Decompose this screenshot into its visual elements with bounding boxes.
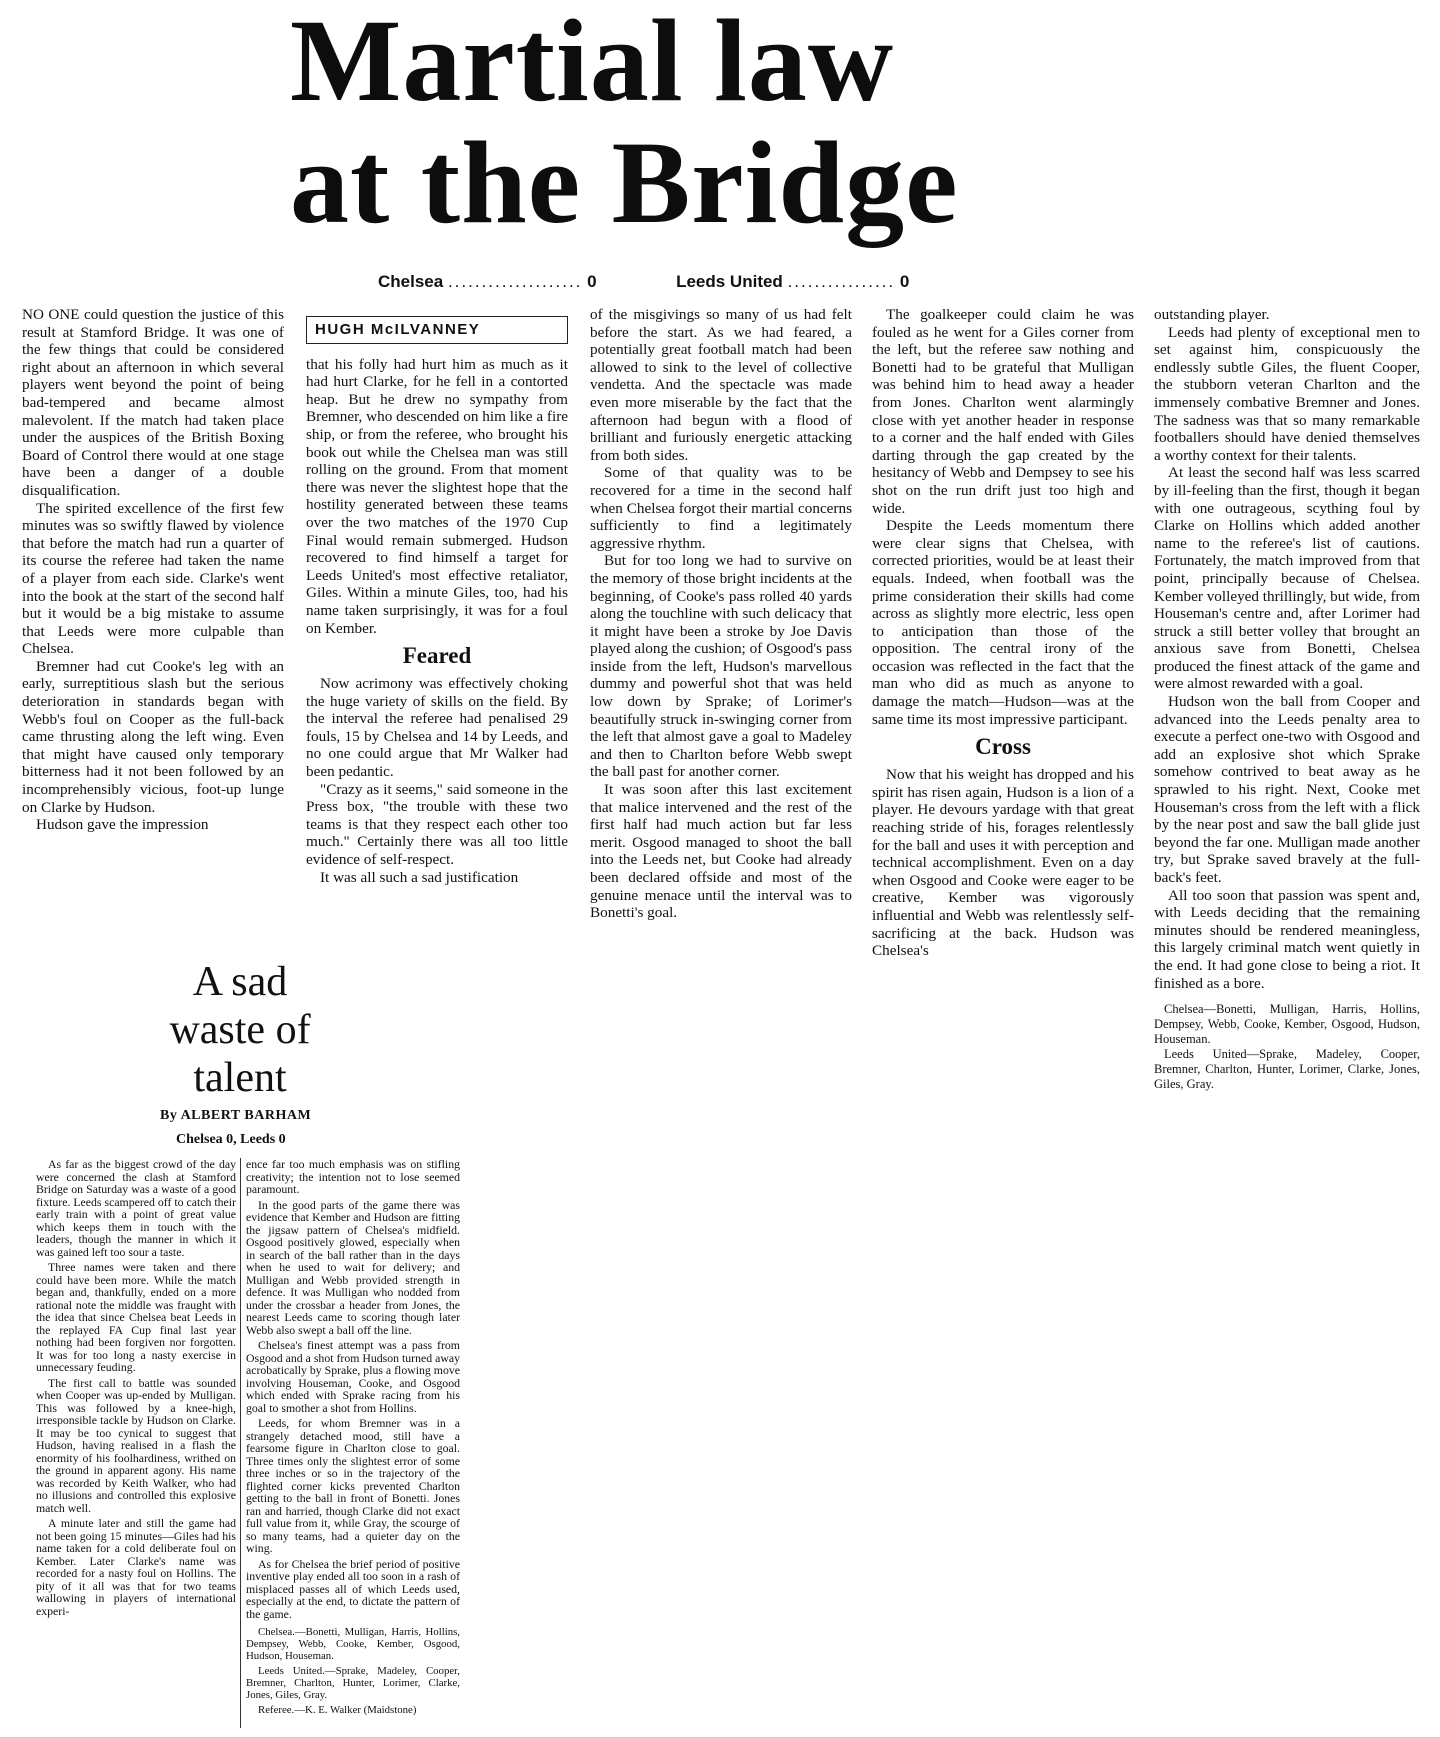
article2-headline-line: A sad (192, 959, 288, 1005)
paragraph: Three names were taken and there could have been more. While the match began and, thankfully, ended on a more rational note the middle was fraught with the idea that since Chelsea beat Leeds in the replayed FA Cup final last year nothing had been forgiven nor forgotten. It was for too long a nasty exercise in unnecessary feuding. (36, 1260, 236, 1374)
article2-score: Chelsea 0, Leeds 0 (176, 1132, 286, 1147)
paragraph: of the misgivings so many of us had felt before the start. As we had feared, a potentially great football match had been allowed to sink to the level of collective vendetta. And the spectacle was made even more miserable by the fact that the afternoon had begun with a flood of brilliant and furiously energetic attacking from both sides. (590, 306, 852, 464)
paragraph: Now acrimony was effectively choking the huge variety of skills on the field. By the interval the referee had penalised 29 fouls, 15 by Chelsea and 14 by Leeds, and no one could argue that Mr Walker had been pedantic. (306, 675, 568, 781)
lineup-chelsea: Chelsea—Bonetti, Mulligan, Harris, Hollins, Dempsey, Webb, Cooke, Kember, Osgood, Hudson, Houseman. (1154, 1002, 1420, 1047)
paragraph: As for Chelsea the brief period of positive inventive play ended all too soon in a rash of misplaced passes all of which Leeds used, especially at the end, to dictate the pattern of the game. (246, 1556, 460, 1621)
column-divider (240, 1158, 241, 1728)
referee: Referee.—K. E. Walker (Maidstone) (258, 1704, 417, 1716)
article2-headline (120, 958, 360, 1102)
paragraph: Leeds had plenty of exceptional men to set against him, conspicuously the endlessly subtle Giles, the fluent Cooper, the stubborn veteran Charlton and the immensely combative Bremner and Jones. The sadness was that so many remarkable footballers should have denied themselves a worthy context for their talents. (1154, 323, 1420, 464)
home-goals: 0 (587, 272, 597, 291)
column-5 (1154, 306, 1420, 1106)
subhead-feared: Feared (402, 643, 472, 669)
team-lineups (1154, 1002, 1420, 1092)
paragraph: outstanding player. (1154, 306, 1270, 323)
paragraph: Some of that quality was to be recovered for a time in the second half when Chelsea forgot their martial concerns sufficiently to find a legitimately aggressive rhythm. (590, 464, 852, 552)
paragraph: Despite the Leeds momentum there were clear signs that Chelsea, with corrected priorities, would be at least their equals. Indeed, when football was the prime consideration their skills had come across as slightly more electric, less open to anticipation than those of the opposition. The central irony of the occasion was reflected in the fact that the man who did as much as anyone to damage the match—Hudson—was at the same time its most impressive participant. (872, 517, 1134, 728)
paragraph: NO ONE could question the justice of this result at Stamford Bridge. It was one of the few things that could be considered right about an afternoon in which several players went beyond the point of being bad-tempered and became almost malevolent. If the match had taken place under the auspices of the British Boxing Board of Control there would at one stage have been a danger of a double disqualification. (22, 306, 284, 499)
paragraph: Hudson gave the impression (36, 816, 209, 834)
away-dots: ................ (787, 272, 896, 291)
headline (290, 0, 1190, 248)
article2-headline-line: waste of (169, 1007, 311, 1053)
headline-line-1: Martial law (290, 0, 895, 126)
score-line (378, 272, 909, 292)
paragraph: ence far too much emphasis was on stifling creativity; the intention not to lose seemed paramount. (246, 1158, 460, 1196)
byline: HUGH McILVANNEY (306, 316, 568, 344)
lineup-leeds: Leeds United—Sprake, Madeley, Cooper, Bremner, Charlton, Hunter, Lorimer, Clarke, Jones, Giles, Gray. (1154, 1047, 1420, 1092)
paragraph: that his folly had hurt him as much as it had hurt Clarke, for he fell in a contorted heap. But he drew no sympathy from Bremner, who descended on him like a fire ship, or from the referee, who brought his book out while the Chelsea man was still rolling on the ground. From that moment there was never the slightest hope that the hostility generated between these teams over the two matches of the 1970 Cup Final would remain submerged. Hudson recovered to find himself a target for Leeds United's most effective retaliator, Giles. Within a minute Giles, too, had his name taken surprisingly, it was for a foul on Kember. (306, 355, 568, 637)
headline-line-2: at the Bridge (290, 117, 959, 248)
paragraph: As far as the biggest crowd of the day were concerned the clash at Stamford Bridge on Saturday was a waste of a good fixture. Leeds scampered off to catch their early train with a point of great value which keeps them in touch with the leaders, though the manner in which it was gained left too sour a taste. (36, 1158, 236, 1259)
paragraph: But for too long we had to survive on the memory of those bright incidents at the beginning, of Cooke's pass rolled 40 yards along the touchline with such delicacy that it might have been a stroke by Joe Davis played along the cushion; of Osgood's pass inside from the left, Hudson's marvellous dummy and powerful shot that was held low down by Sprake; of Lorimer's beautifully struck in-swinging corner from the left that almost gave a goal to Madeley and then to Charlton before Webb swept the ball past for another corner. (590, 552, 852, 781)
column-3 (590, 306, 852, 966)
paragraph: A minute later and still the game had not been going 15 minutes—Giles had his name taken for a cold deliberate foul on Kember. Later Clarke's name was recorded for a nasty foul on Hollins. The pity of it all was that for two teams wallowing in players of international experi- (36, 1516, 236, 1618)
column-2 (306, 316, 568, 922)
home-dots: .................... (447, 272, 583, 291)
paragraph: Chelsea's finest attempt was a pass from Osgood and a shot from Hudson turned away acrobatically by Sprake, plus a flowing move involving Houseman, Cooke, and Osgood which ended with Sprake racing from his goal to smother a shot from Hollins. (246, 1338, 460, 1415)
away-goals: 0 (899, 272, 910, 291)
paragraph: At least the second half was less scarred by ill-feeling than the first, though it began with one outrageous, scything foul by Clarke on Hollins which added another name to the referee's list of cautions. Fortunately, the match improved from that point, principally because of Chelsea. Kember volleyed thrillingly, but wide, from Houseman's centre and, after Lorimer had struck a still better volley that brought an anxious save from Bonetti, Chelsea produced the finest attack of the game and were almost rewarded with a goal. (1154, 464, 1420, 693)
column-1 (22, 306, 284, 912)
away-team: Leeds United (676, 272, 783, 291)
paragraph: Now that his weight has dropped and his spirit has risen again, Hudson is a lion of a player. He devours yardage with that great reaching stride of his, forages relentlessly for the ball and uses it with perception and technical accomplishment. Even on a day when Osgood and Cooke were eager to be creative, Kember was vigorously influential and Webb was relentlessly self-sacrificing at the back. Hudson was Chelsea's (872, 766, 1134, 960)
paragraph: In the good parts of the game there was evidence that Kember and Hudson are fitting the jigsaw pattern of Chelsea's midfield. Osgood positively glowed, especially when in search of the ball rather than in the days when he used to wait for delivery; and Mulligan and Webb provided strength in defence. It was Mulligan who nodded from under the crossbar a header from Jones, the nearest Leeds came to scoring though later Webb also swept a ball off the line. (246, 1197, 460, 1337)
paragraph: The goalkeeper could claim he was fouled as he went for a Giles corner from the left, but the referee saw nothing and Bonetti had to be grateful that Mulligan was behind him to head away a header from Jones. Charlton went alarmingly close with yet another header in response to a corner and the half ended with Giles darting through the gap created by the hesitancy of Webb and Dempsey to see his shot on the run drift just too high and wide. (872, 306, 1134, 517)
subhead-cross: Cross (975, 734, 1031, 760)
article2-column-2 (246, 1158, 460, 1736)
column-4 (872, 306, 1134, 988)
paragraph: The spirited excellence of the first few minutes was so swiftly flawed by violence that before the match had run a quarter of its course the referee had taken the name of a player from each side. Clarke's went into the book at the start of the second half but it would be a big mistake to assume that Leeds were more culpable than Chelsea. (22, 499, 284, 658)
article2-byline: By ALBERT BARHAM (160, 1108, 312, 1123)
lineup-chelsea: Chelsea.—Bonetti, Mulligan, Harris, Hollins, Dempsey, Webb, Cooke, Kember, Osgood, Hudson, Houseman. (246, 1626, 460, 1662)
paragraph: "Crazy as it seems," said someone in the Press box, "the trouble with these two teams is that they respect each other too much." Certainly there was all too little evidence of self-respect. (306, 780, 568, 869)
article2-column-1 (36, 1158, 236, 1728)
paragraph: It was soon after this last excitement that malice intervened and the rest of the first half had much action but far less merit. Osgood managed to shoot the ball into the Leeds net, but Cooke had already been declared offside and most of the genuine menace until the interval was to Bonetti's goal. (590, 781, 852, 922)
paragraph: Bremner had cut Cooke's leg with an early, surreptitious slash but the serious deterioration in standards began with Webb's foul on Cooper as the full-back came thrusting along the left wing. Even that might have caused only temporary bitterness had it not been followed by an incomprehensibly vicious, foot-up lunge on Clarke by Hudson. (22, 657, 284, 816)
article2-lineups (246, 1626, 460, 1716)
home-team: Chelsea (378, 272, 444, 291)
paragraph: The first call to battle was sounded when Cooper was up-ended by Mulligan. This was followed by a knee-high, irresponsible tackle by Hudson on Clarke. It may be too cynical to suggest that Hudson, having realised in a flash the enormity of his foolhardiness, writhed on the ground in apparent agony. His name was recorded by Keith Walker, who had no illusions and controlled this explosive match well. (36, 1375, 236, 1515)
article2-headline-line: talent (193, 1055, 287, 1101)
paragraph: It was all such a sad justification (320, 868, 519, 886)
paragraph: Leeds, for whom Bremner was in a strangely detached mood, still have a fearsome figure in Charlton close to goal. Three times only the slightest error of some three inches or so in the trajectory of the flighted corner kicks prevented Charlton getting to the ball in front of Bonetti. Jones ran and harried, though Clarke did not exact full value from it, while Gray, the scourge of so many teams, had a quieter day on the wing. (246, 1416, 460, 1555)
paragraph: Hudson won the ball from Cooper and advanced into the Leeds penalty area to execute a perfect one-two with Osgood and add an explosive shot which Sprake somehow contrived to beat away as he sprawled to his right. Next, Cooke met Houseman's cross from the left with a flick by the near post and saw the ball glide just beyond the far one. Mulligan made another try, but Sprake saved bravely at the full-back's feet. (1154, 693, 1420, 886)
paragraph: All too soon that passion was spent and, with Leeds deciding that the remaining minutes should be rendered meaningless, this largely criminal match went quietly in the end. It had gone close to being a riot. It finished as a bore. (1154, 886, 1420, 992)
lineup-leeds: Leeds United.—Sprake, Madeley, Cooper, Bremner, Charlton, Hunter, Lorimer, Clarke, Jones, Giles, Gray. (246, 1665, 460, 1701)
